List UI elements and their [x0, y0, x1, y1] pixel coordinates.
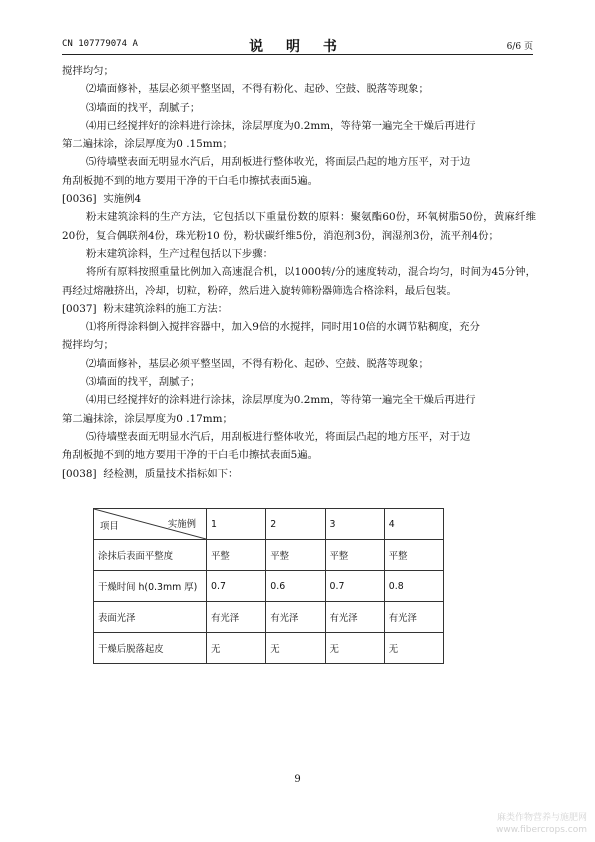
text-line: 搅拌均匀；: [62, 65, 114, 77]
text-line: 第二遍抹涂，涂层厚度为0 .17mm；: [62, 412, 233, 425]
table-cell: 无: [207, 633, 266, 664]
patent-number: CN 107779074 A: [62, 39, 138, 49]
table-row: [94, 540, 444, 571]
section-heading: 粉末建筑涂料的施工方法：: [103, 302, 228, 315]
text-line: ⑵墙面修补，基层必须平整坚固，不得有粉化、起砂、空鼓、脱落等现象；: [86, 357, 429, 370]
text-line: ⑶墙面的找平，刮腻子；: [86, 101, 201, 114]
table-cell: 有光泽: [207, 602, 266, 633]
column-header: 2: [266, 509, 325, 540]
table-corner-cell: [94, 509, 207, 540]
document-body: [62, 62, 536, 483]
table-cell: 0.8: [384, 571, 443, 602]
row-label: 涂抹后表面平整度: [94, 540, 207, 571]
text-line: 第二遍抹涂，涂层厚度为0 .15mm；: [62, 138, 233, 151]
paragraph-number: [0036]: [62, 193, 97, 206]
paragraph-0038: [62, 465, 536, 483]
section-heading: 实施例4: [103, 193, 142, 206]
paragraph-0037: [62, 300, 536, 318]
column-header: 4: [384, 509, 443, 540]
text-line: 搅拌均匀；: [62, 339, 114, 352]
table-header-row: [94, 509, 444, 540]
table-cell: 0.6: [266, 571, 325, 602]
page-counter: 6/6 页: [506, 42, 533, 52]
paragraph: 粉末建筑涂料的生产方法，它包括以下重量份数的原料：聚氨酯60份，环氧树脂50份，黄麻纤维20份，复合偶联剂4份，珠光粉10 份，粉状碳纤维5份，消泡剂3份，润湿剂3份，流平剂4份；: [62, 211, 536, 242]
table-cell: 无: [384, 633, 443, 664]
paragraph: 将所有原料按照重量比例加入高速混合机，以1000转/分的速度转动，混合均匀，时间为45分钟，再经过熔融挤出，冷却，切粒，粉碎，然后进入旋转筛粉器筛选合格涂料，最后包装。: [62, 266, 536, 297]
table-cell: 无: [266, 633, 325, 664]
corner-header-columns: 实施例: [167, 519, 196, 530]
text-line: ⑷用已经搅拌好的涂料进行涂抹，涂层厚度为0.2mm，等待第一遍完全干燥后再进行: [86, 394, 476, 407]
row-label: 干燥后脱落起皮: [94, 633, 207, 664]
table-cell: 平整: [384, 540, 443, 571]
text-line: ⑴将所得涂料倒入搅拌容器中，加入9倍的水搅拌，同时用10倍的水调节粘稠度，充分: [86, 321, 480, 334]
table-row: [94, 602, 444, 633]
table-row: [94, 571, 444, 602]
corner-header-rows: 项目: [100, 521, 119, 532]
table-cell: 平整: [266, 540, 325, 571]
text-line: 角刮板抛不到的地方要用干净的干白毛巾擦拭表面5遍。: [62, 449, 318, 462]
paragraph-number: [0037]: [62, 302, 97, 315]
table-cell: 无: [325, 633, 384, 664]
page-header: [62, 36, 533, 55]
text-line: 粉末建筑涂料，生产过程包括以下步骤：: [86, 247, 274, 260]
text-line: ⑸待墙壁表面无明显水汽后，用刮板进行整体收光，将面层凸起的地方压平，对于边: [86, 156, 471, 169]
site-watermark: [496, 812, 587, 836]
table-cell: 0.7: [325, 571, 384, 602]
column-header: 3: [325, 509, 384, 540]
watermark-line: 麻类作物营养与施肥网: [496, 813, 587, 823]
text-line: ⑵墙面修补，基层必须平整坚固，不得有粉化、起砂、空鼓、脱落等现象；: [86, 83, 429, 96]
table-row: [94, 633, 444, 664]
table-cell: 0.7: [207, 571, 266, 602]
row-label: 干燥时间 h(0.3mm 厚): [94, 571, 207, 602]
table-cell: 平整: [325, 540, 384, 571]
section-heading: 经检测，质量技术指标如下：: [103, 467, 239, 480]
row-label: 表面光泽: [94, 602, 207, 633]
table-cell: 有光泽: [325, 602, 384, 633]
paragraph-0036: [62, 190, 536, 208]
paragraph-number: [0038]: [62, 467, 97, 480]
text-line: ⑸待墙壁表面无明显水汽后，用刮板进行整体收光，将面层凸起的地方压平，对于边: [86, 430, 471, 443]
quality-indicator-table: [93, 508, 444, 664]
text-line: ⑶墙面的找平，刮腻子；: [86, 376, 201, 389]
table-cell: 有光泽: [384, 602, 443, 633]
text-line: 角刮板抛不到的地方要用干净的干白毛巾擦拭表面5遍。: [62, 174, 318, 187]
table-cell: 平整: [207, 540, 266, 571]
column-header: 1: [207, 509, 266, 540]
table-cell: 有光泽: [266, 602, 325, 633]
page-number: 9: [294, 774, 301, 785]
watermark-line: www.fibercrops.com: [496, 825, 587, 835]
page-title: 说 明 书: [249, 39, 346, 55]
text-line: ⑷用已经搅拌好的涂料进行涂抹，涂层厚度为0.2mm，等待第一遍完全干燥后再进行: [86, 119, 476, 132]
